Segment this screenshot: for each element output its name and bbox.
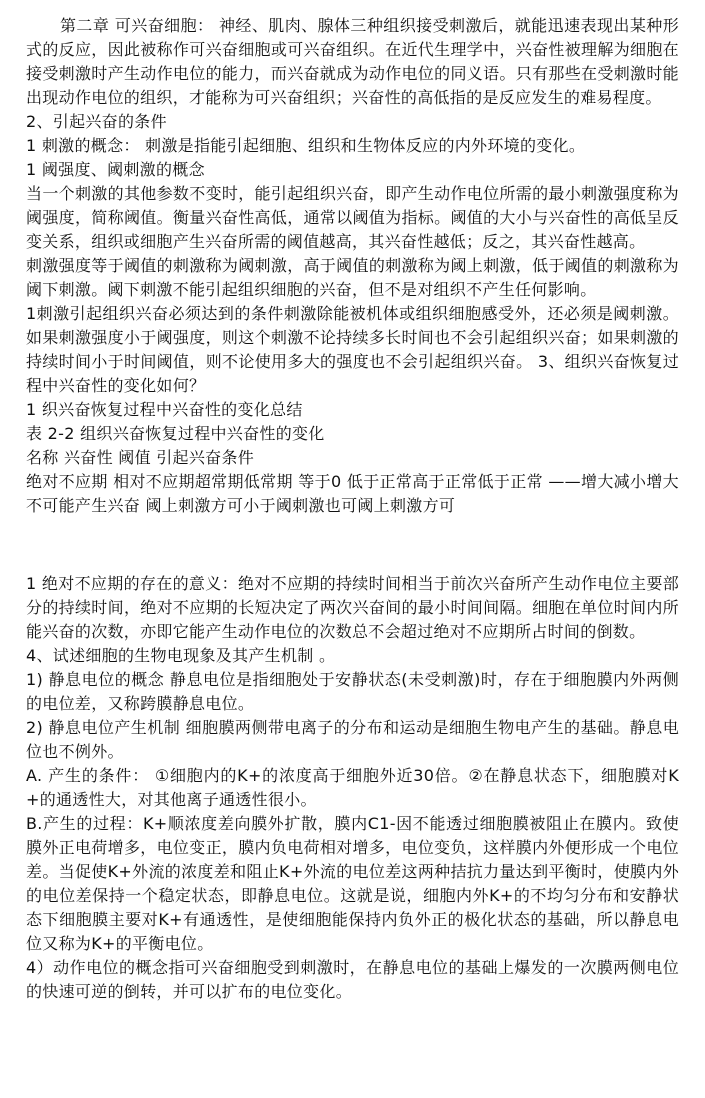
text-paragraph: 1 刺激的概念： 刺激是指能引起细胞、组织和生物体反应的内外环境的变化。 [26, 136, 586, 155]
text-paragraph: 名称 兴奋性 阈值 引起兴奋条件 [26, 448, 255, 467]
text-paragraph: 当一个刺激的其他参数不变时，能引起组织兴奋，即产生动作电位所需的最小刺激强度称为阈强度，简称阈值。衡量兴奋性高低，通常以阈值为指标。阈值的大小与兴奋性的高低呈反变关系，组织或细胞产生兴奋所需的阈值越高，其兴奋性越低；反之，其兴奋性越高。 [26, 184, 679, 251]
text-paragraph: 绝对不应期 相对不应期超常期低常期 等于0 低于正常高于正常低于正常 ——增大减小增大 不可能产生兴奋 阈上刺激方可小于阈刺激也可阈上刺激方可 [26, 472, 679, 515]
text-paragraph: 4、试述细胞的生物电现象及其产生机制 。 [26, 646, 336, 665]
document-body [26, 0, 679, 1004]
text-paragraph: 4）动作电位的概念指可兴奋细胞受到刺激时，在静息电位的基础上爆发的一次膜两侧电位的快速可逆的倒转，并可以扩布的电位变化。 [26, 958, 679, 1001]
text-paragraph: 2、引起兴奋的条件 [26, 112, 167, 131]
text-paragraph: 1 阈强度、阈刺激的概念 [26, 160, 205, 179]
text-paragraph: 刺激强度等于阈值的刺激称为阈刺激，高于阈值的刺激称为阈上刺激，低于阈值的刺激称为阈下刺激。阈下刺激不能引起组织细胞的兴奋，但不是对组织不产生任何影响。 [26, 256, 679, 299]
text-paragraph: 1刺激引起组织兴奋必须达到的条件刺激除能被机体或组织细胞感受外，还必须是阈刺激。如果刺激强度小于阈强度，则这个刺激不论持续多长时间也不会引起组织兴奋；如果刺激的持续时间小于时间阈值，则不论使用多大的强度也不会引起组织兴奋。 3、组织兴奋恢复过程中兴奋性的变化如何？ [26, 304, 679, 395]
text-paragraph: A. 产生的条件： ①细胞内的K+的浓度高于细胞外近30倍。②在静息状态下，细胞膜对K+的通透性大，对其他离子通透性很小。 [26, 766, 679, 809]
intro-paragraph: 第二章 可兴奋细胞： 神经、肌肉、腺体三种组织接受刺激后，就能迅速表现出某种形式的反应，因此被称作可兴奋细胞或可兴奋组织。在近代生理学中，兴奋性被理解为细胞在接受刺激时产生动作电位的能力，而兴奋就成为动作电位的同义语。只有那些在受刺激时能出现动作电位的组织，才能称为可兴奋组织；兴奋性的高低指的是反应发生的难易程度。 [26, 16, 679, 107]
blank-line [26, 534, 679, 556]
text-paragraph: 1) 静息电位的概念 静息电位是指细胞处于安静状态(未受刺激)时，存在于细胞膜内外两侧的电位差，又称跨膜静息电位。 [26, 670, 679, 713]
text-paragraph: 2) 静息电位产生机制 细胞膜两侧带电离子的分布和运动是细胞生物电产生的基础。静息电位也不例外。 [26, 718, 679, 761]
text-paragraph: 表 2-2 组织兴奋恢复过程中兴奋性的变化 [26, 424, 325, 443]
text-paragraph: 1 织兴奋恢复过程中兴奋性的变化总结 [26, 400, 303, 419]
text-paragraph: B.产生的过程：K+顺浓度差向膜外扩散，膜内C1-因不能透过细胞膜被阻止在膜内。致使膜外正电荷增多，电位变正，膜内负电荷相对增多，电位变负，这样膜内外便形成一个电位差。当促使K+外流的浓度差和阻止K+外流的电位差这两种拮抗力量达到平衡时，使膜内外的电位差保持一个稳定状态，即静息电位。这就是说，细胞内外K+的不均匀分布和安静状态下细胞膜主要对K+有通透性，是使细胞能保持内负外正的极化状态的基础，所以静息电位又称为K+的平衡电位。 [26, 814, 679, 953]
text-paragraph: 1 绝对不应期的存在的意义：绝对不应期的持续时间相当于前次兴奋所产生动作电位主要部分的持续时间，绝对不应期的长短决定了两次兴奋间的最小时间间隔。细胞在单位时间内所能兴奋的次数，亦即它能产生动作电位的次数总不会超过绝对不应期所占时间的倒数。 [26, 574, 679, 641]
